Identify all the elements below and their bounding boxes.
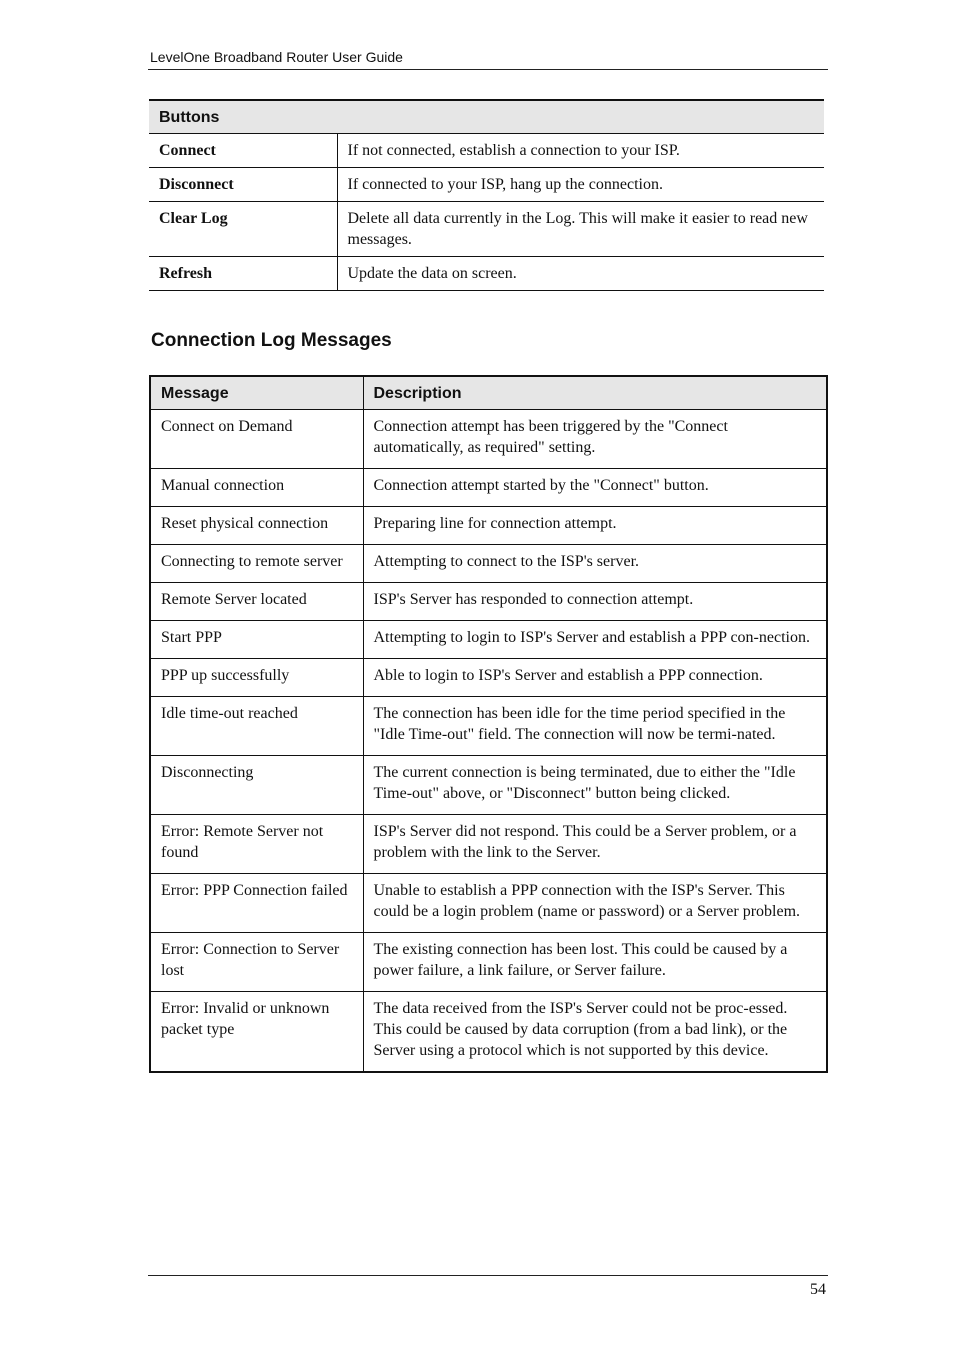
description-cell: Connection attempt has been triggered by the "Connect automatically, as required" setting. — [363, 410, 827, 469]
description-cell: Preparing line for connection attempt. — [363, 507, 827, 545]
description-cell: Able to login to ISP's Server and establish a PPP connection. — [363, 659, 827, 697]
description-cell: ISP's Server has responded to connection attempt. — [363, 583, 827, 621]
table-row — [150, 469, 827, 507]
message-cell: Start PPP — [150, 621, 363, 659]
message-cell: Error: Invalid or unknown packet type — [150, 992, 363, 1073]
description-cell: Attempting to login to ISP's Server and establish a PPP con-nection. — [363, 621, 827, 659]
message-cell: Connecting to remote server — [150, 545, 363, 583]
messages-table-header-row — [150, 376, 827, 410]
button-description: Delete all data currently in the Log. This will make it easier to read new messages. — [337, 202, 824, 257]
table-row — [149, 134, 824, 168]
column-header-description: Description — [363, 376, 827, 410]
message-cell: Error: Remote Server not found — [150, 815, 363, 874]
buttons-table-header-row — [149, 100, 824, 134]
messages-table — [149, 375, 828, 1073]
table-row — [150, 933, 827, 992]
table-row — [150, 410, 827, 469]
button-name: Connect — [149, 134, 337, 168]
button-name: Refresh — [149, 257, 337, 291]
description-cell: The current connection is being terminated, due to either the "Idle Time-out" above, or "Disconnect" button being clicked. — [363, 756, 827, 815]
buttons-table-title: Buttons — [149, 100, 824, 134]
button-name: Clear Log — [149, 202, 337, 257]
description-cell: The data received from the ISP's Server could not be proc-essed. This could be caused by data corruption (from a bad link), or the Server using a protocol which is not supported by this device. — [363, 992, 827, 1073]
message-cell: PPP up successfully — [150, 659, 363, 697]
message-cell: Connect on Demand — [150, 410, 363, 469]
footer-rule — [148, 1275, 828, 1276]
header-rule — [148, 69, 828, 70]
buttons-table — [149, 99, 824, 291]
button-description: If not connected, establish a connection to your ISP. — [337, 134, 824, 168]
description-cell: Attempting to connect to the ISP's server. — [363, 545, 827, 583]
running-header: LevelOne Broadband Router User Guide — [150, 49, 403, 65]
message-cell: Error: Connection to Server lost — [150, 933, 363, 992]
column-header-message: Message — [150, 376, 363, 410]
table-row — [150, 507, 827, 545]
message-cell: Error: PPP Connection failed — [150, 874, 363, 933]
message-cell: Disconnecting — [150, 756, 363, 815]
table-row — [149, 168, 824, 202]
message-cell: Reset physical connection — [150, 507, 363, 545]
table-row — [149, 202, 824, 257]
table-row — [150, 659, 827, 697]
message-cell: Manual connection — [150, 469, 363, 507]
table-row — [150, 545, 827, 583]
description-cell: ISP's Server did not respond. This could be a Server problem, or a problem with the link to the Server. — [363, 815, 827, 874]
table-row — [150, 992, 827, 1073]
table-row — [150, 621, 827, 659]
button-name: Disconnect — [149, 168, 337, 202]
table-row — [149, 257, 824, 291]
section-heading: Connection Log Messages — [151, 330, 392, 351]
description-cell: Connection attempt started by the "Connect" button. — [363, 469, 827, 507]
description-cell: Unable to establish a PPP connection with the ISP's Server. This could be a login problem (name or password) or a Server problem. — [363, 874, 827, 933]
table-row — [150, 697, 827, 756]
message-cell: Idle time-out reached — [150, 697, 363, 756]
description-cell: The existing connection has been lost. This could be caused by a power failure, a link failure, or Server failure. — [363, 933, 827, 992]
table-row — [150, 874, 827, 933]
table-row — [150, 815, 827, 874]
button-description: If connected to your ISP, hang up the connection. — [337, 168, 824, 202]
page-number: 54 — [810, 1281, 826, 1298]
message-cell: Remote Server located — [150, 583, 363, 621]
table-row — [150, 583, 827, 621]
table-row — [150, 756, 827, 815]
button-description: Update the data on screen. — [337, 257, 824, 291]
description-cell: The connection has been idle for the time period specified in the "Idle Time-out" field. The connection will now be termi-nated. — [363, 697, 827, 756]
